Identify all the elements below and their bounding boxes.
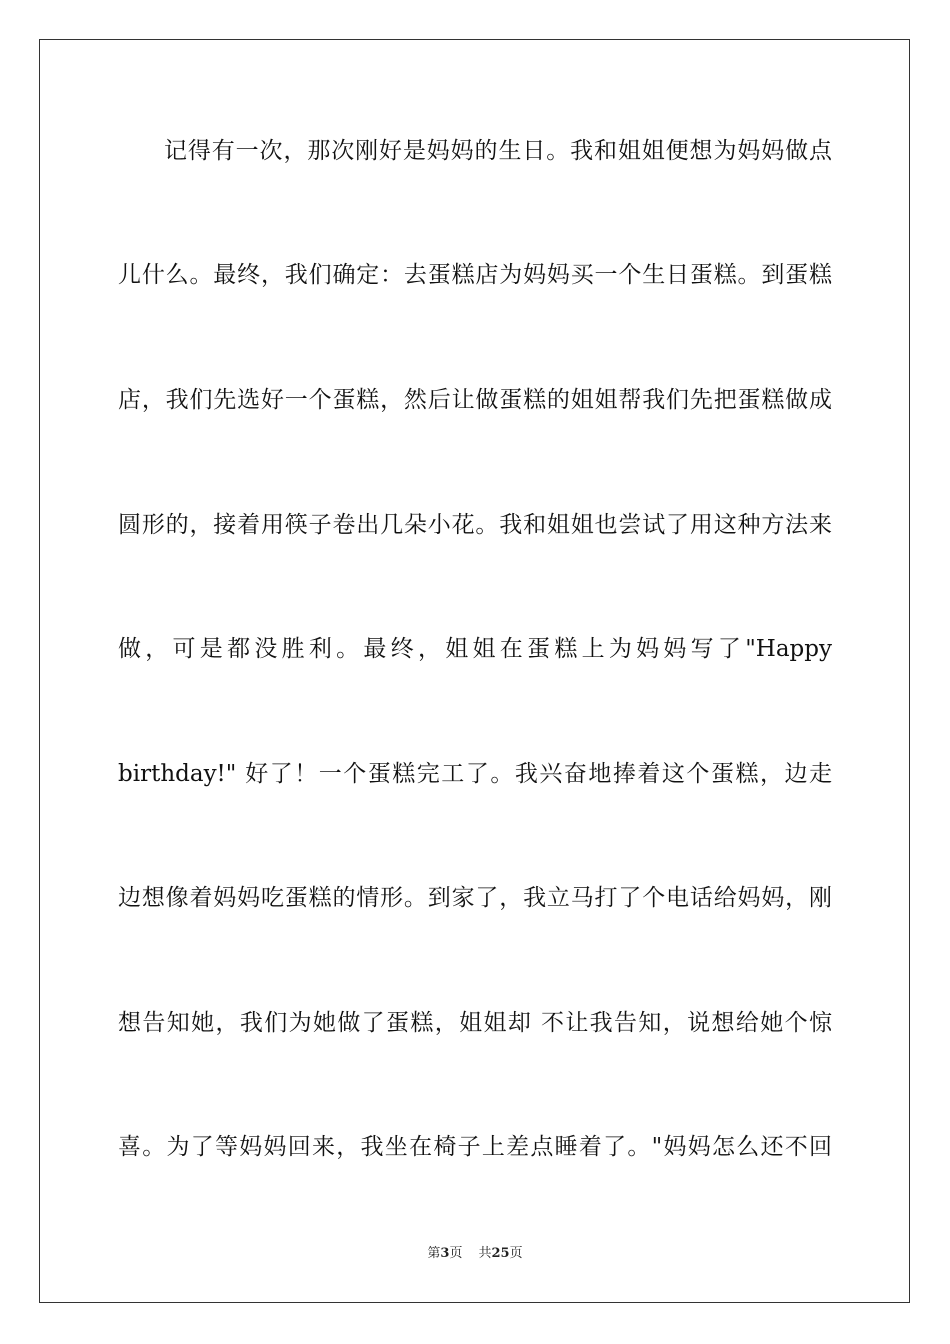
- footer-total-prefix: 共: [478, 1246, 492, 1261]
- page-footer: [0, 1245, 950, 1263]
- footer-page-prefix: 第: [427, 1246, 441, 1261]
- paragraph-line-2: 儿什么。最终，我们确定：去蛋糕店为妈妈买一个生日蛋糕。到蛋糕: [118, 262, 832, 288]
- paragraph-line-9: 喜。为了等妈妈回来，我坐在椅子上差点睡着了。"妈妈怎么还不回: [118, 1134, 832, 1160]
- paragraph-line-1: 记得有一次，那次刚好是妈妈的生日。我和姐姐便想为妈妈做点: [164, 138, 832, 164]
- paragraph-line-4: 圆形的，接着用筷子卷出几朵小花。我和姐姐也尝试了用这种方法来: [118, 512, 832, 538]
- footer-total-pages: 25: [491, 1246, 510, 1261]
- footer-page-suffix: 页: [449, 1246, 463, 1261]
- paragraph-line-7: 边想像着妈妈吃蛋糕的情形。到家了，我立马打了个电话给妈妈，刚: [118, 885, 832, 911]
- paragraph-line-8: 想告知她，我们为她做了蛋糕，姐姐却 不让我告知，说想给她个惊: [118, 1010, 832, 1036]
- page-border: [39, 39, 910, 1303]
- paragraph-line-3: 店，我们先选好一个蛋糕，然后让做蛋糕的姐姐帮我们先把蛋糕做成: [118, 387, 832, 413]
- paragraph-line-6: birthday!" 好了！一个蛋糕完工了。我兴奋地捧着这个蛋糕，边走: [118, 761, 832, 787]
- paragraph-line-5: 做，可是都没胜利。最终，姐姐在蛋糕上为妈妈写了"Happy: [118, 636, 832, 662]
- footer-total-suffix: 页: [509, 1246, 523, 1261]
- footer-page-number: 3: [440, 1246, 450, 1261]
